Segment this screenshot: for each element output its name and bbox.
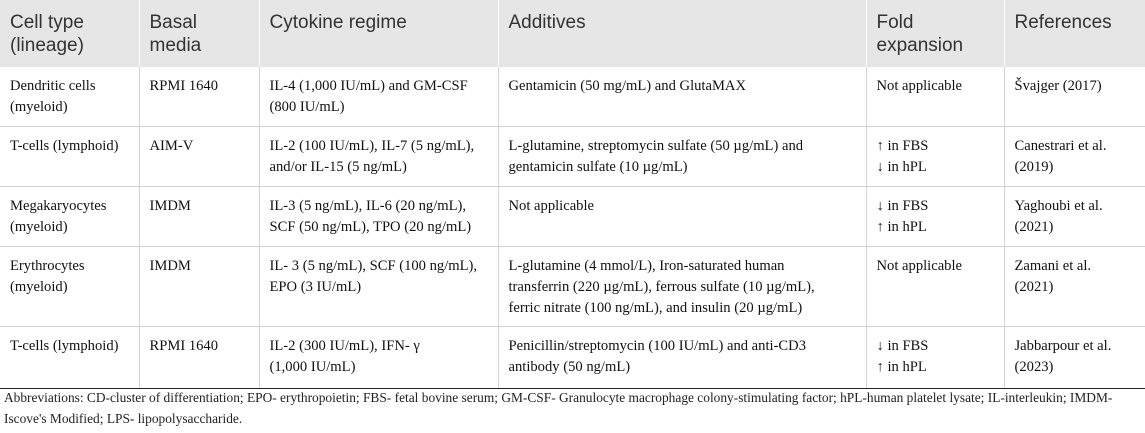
- basal-media: IMDM: [139, 187, 259, 247]
- header-fold-expansion: Fold expansion: [866, 0, 1004, 67]
- table-footnote: Abbreviations: CD-cluster of differentiation; EPO- erythropoietin; FBS- fetal bovine serum; GM-CSF- Granulocyte macrophage colony-stimulating factor; hPL-human platelet lysate; IL-interleukin; IMDM- Iscove's Modified; LPS- lipopolysaccharide.: [4, 390, 1113, 426]
- table-row: [0, 127, 1145, 187]
- header-cell-type: Cell type (lineage): [0, 0, 139, 67]
- basal-media: AIM-V: [139, 127, 259, 187]
- basal-media: RPMI 1640: [139, 67, 259, 127]
- basal-media: RPMI 1640: [139, 327, 259, 389]
- header-cytokine-regime: Cytokine regime: [259, 0, 498, 67]
- fold-expansion: Not applicable: [866, 247, 1004, 327]
- cytokine-regime: IL-2 (300 IU/mL), IFN- γ (1,000 IU/mL): [259, 327, 498, 389]
- fold-expansion: ↓ in FBS ↑ in hPL: [866, 327, 1004, 389]
- reference: Zamani et al. (2021): [1004, 247, 1145, 327]
- additives: L-glutamine, streptomycin sulfate (50 µg/mL) and gentamicin sulfate (10 µg/mL): [498, 127, 866, 187]
- cytokine-regime: IL-4 (1,000 IU/mL) and GM-CSF (800 IU/mL): [259, 67, 498, 127]
- table-row: [0, 187, 1145, 247]
- reference: Canestrari et al. (2019): [1004, 127, 1145, 187]
- table-row: [0, 67, 1145, 127]
- reference: Švajger (2017): [1004, 67, 1145, 127]
- additives: Not applicable: [498, 187, 866, 247]
- reference: Yaghoubi et al. (2021): [1004, 187, 1145, 247]
- fold-expansion: ↑ in FBS ↓ in hPL: [866, 127, 1004, 187]
- basal-media: IMDM: [139, 247, 259, 327]
- cell-type: T-cells (lymphoid): [0, 127, 139, 187]
- fold-expansion: Not applicable: [866, 67, 1004, 127]
- header-references: References: [1004, 0, 1145, 67]
- cytokine-regime: IL-2 (100 IU/mL), IL-7 (5 ng/mL), and/or IL-15 (5 ng/mL): [259, 127, 498, 187]
- table-row: [0, 247, 1145, 327]
- cytokine-regime: IL- 3 (5 ng/mL), SCF (100 ng/mL), EPO (3 IU/mL): [259, 247, 498, 327]
- cell-type: Dendritic cells (myeloid): [0, 67, 139, 127]
- fold-expansion: ↓ in FBS ↑ in hPL: [866, 187, 1004, 247]
- table-header-row: [0, 0, 1145, 67]
- cytokine-regime: IL-3 (5 ng/mL), IL-6 (20 ng/mL), SCF (50 ng/mL), TPO (20 ng/mL): [259, 187, 498, 247]
- reference: Jabbarpour et al. (2023): [1004, 327, 1145, 389]
- cell-type: T-cells (lymphoid): [0, 327, 139, 389]
- additives: L-glutamine (4 mmol/L), Iron-saturated human transferrin (220 µg/mL), ferrous sulfate (10 µg/mL), ferric nitrate (100 ng/mL), and insulin (20 µg/mL): [498, 247, 866, 327]
- additives: Penicillin/streptomycin (100 IU/mL) and anti-CD3 antibody (50 ng/mL): [498, 327, 866, 389]
- header-basal-media: Basal media: [139, 0, 259, 67]
- cell-type: Megakaryocytes (myeloid): [0, 187, 139, 247]
- table-row: [0, 327, 1145, 389]
- header-additives: Additives: [498, 0, 866, 67]
- cell-type: Erythrocytes (myeloid): [0, 247, 139, 327]
- additives: Gentamicin (50 mg/mL) and GlutaMAX: [498, 67, 866, 127]
